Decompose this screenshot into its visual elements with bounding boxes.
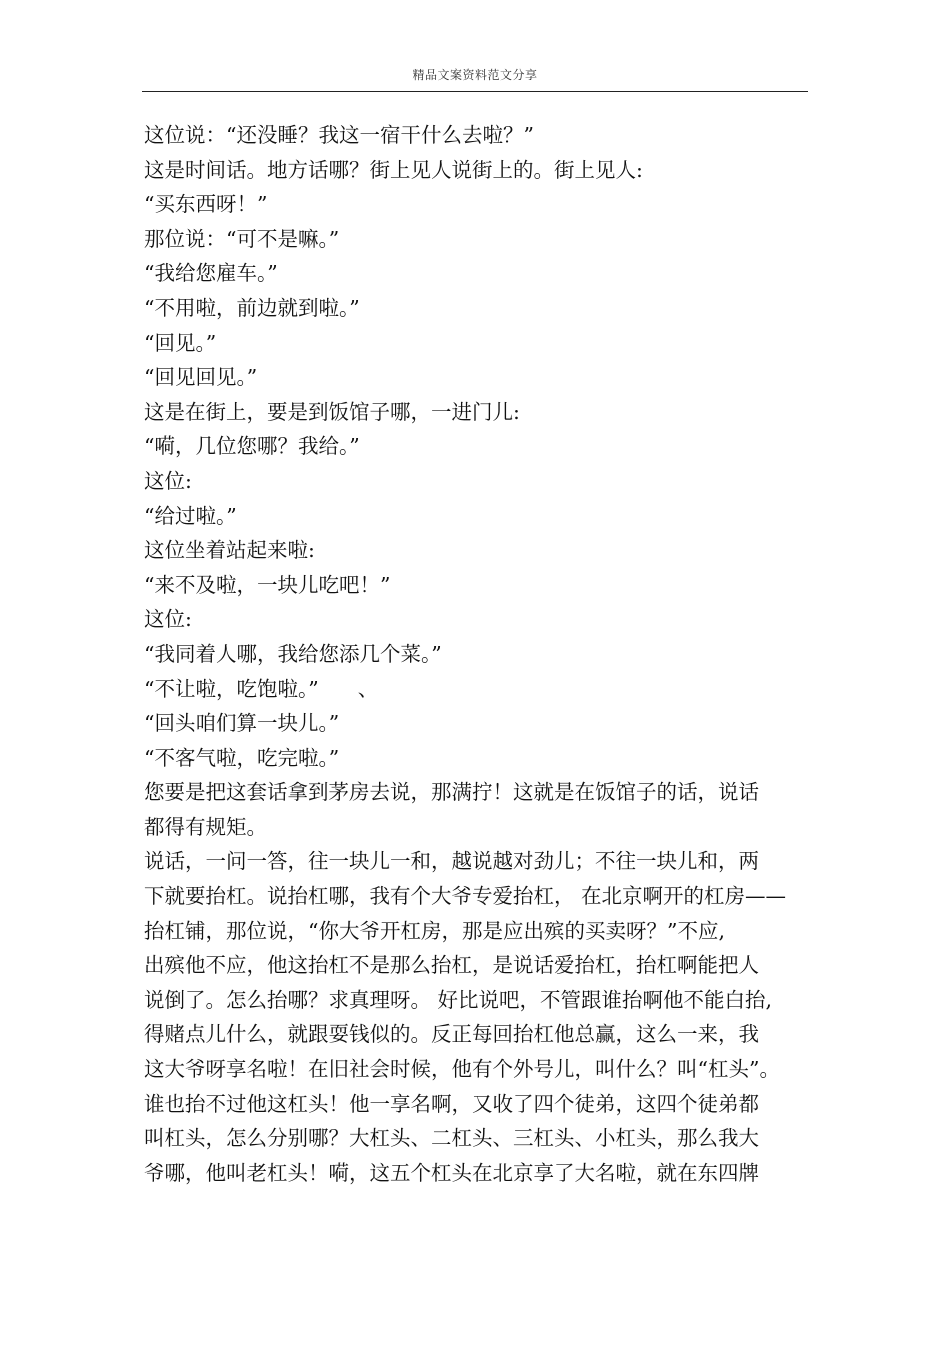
- text-line: 出殡他不应，他这抬杠不是那么抬杠，是说话爱抬杠，抬杠啊能把人: [144, 953, 759, 978]
- text-line: “不客气啦，吃完啦。”: [144, 745, 340, 770]
- text-line: 说话，一问一答，往一块儿一和，越说越对劲儿；不往一块儿和，两: [144, 849, 759, 874]
- text-line: 爷哪，他叫老杠头！嗬，这五个杠头在北京享了大名啦，就在东四牌: [144, 1160, 759, 1185]
- text-line: 得赌点儿什么，就跟耍钱似的。反正每回抬杠他总赢，这么一来，我: [144, 1022, 759, 1047]
- text-line: “不让啦，吃饱啦。” 、: [144, 676, 379, 701]
- text-line: 这是时间话。地方话哪？街上见人说街上的。街上见人:: [144, 157, 643, 182]
- text-line: 这位坐着站起来啦:: [144, 538, 315, 563]
- text-line: “回头咱们算一块儿。”: [144, 711, 340, 736]
- text-line: “回见。”: [144, 330, 217, 355]
- text-line: 抬杠铺，那位说，“你大爷开杠房，那是应出殡的买卖呀？”不应,: [144, 918, 725, 943]
- text-line: 这位:: [144, 468, 192, 493]
- document-body: [144, 118, 824, 1190]
- text-line: 说倒了。怎么抬哪？求真理呀。 好比说吧，不管跟谁抬啊他不能白抬,: [144, 987, 773, 1012]
- text-line: 都得有规矩。: [144, 814, 267, 839]
- text-line: “回见回见。”: [144, 365, 258, 390]
- text-line: “我同着人哪，我给您添几个菜。”: [144, 641, 442, 666]
- text-line: 那位说：“可不是嘛。”: [144, 226, 340, 251]
- text-line: “买东西呀！”: [144, 192, 268, 217]
- header-title: 精品文案资料范文分享: [412, 68, 538, 82]
- text-line: “给过啦。”: [144, 503, 237, 528]
- text-line: 这大爷呀享名啦！在旧社会时候，他有个外号儿，叫什么？叫“杠头”。: [144, 1057, 780, 1082]
- text-line: 叫杠头，怎么分别哪？大杠头、二杠头、三杠头、小杠头，那么我大: [144, 1126, 759, 1151]
- text-line: “不用啦，前边就到啦。”: [144, 295, 360, 320]
- text-line: “嗬，几位您哪？我给。”: [144, 434, 360, 459]
- text-line: “来不及啦，一块儿吃吧！”: [144, 572, 391, 597]
- text-line: 您要是把这套话拿到茅房去说，那满拧！这就是在饭馆子的话，说话: [144, 780, 759, 805]
- text-line: 这位说：“还没睡？我这一宿干什么去啦？”: [144, 123, 534, 147]
- text-line: 谁也抬不过他这杠头！他一享名啊，又收了四个徒弟，这四个徒弟都: [144, 1091, 759, 1116]
- text-line: 这是在街上，要是到饭馆子哪，一进门儿:: [144, 399, 520, 424]
- page-header: [142, 62, 808, 92]
- text-line: 下就要抬杠。说抬杠哪，我有个大爷专爱抬杠， 在北京啊开的杠房——: [144, 884, 787, 909]
- text-line: 这位:: [144, 607, 192, 632]
- text-line: “我给您雇车。”: [144, 261, 278, 286]
